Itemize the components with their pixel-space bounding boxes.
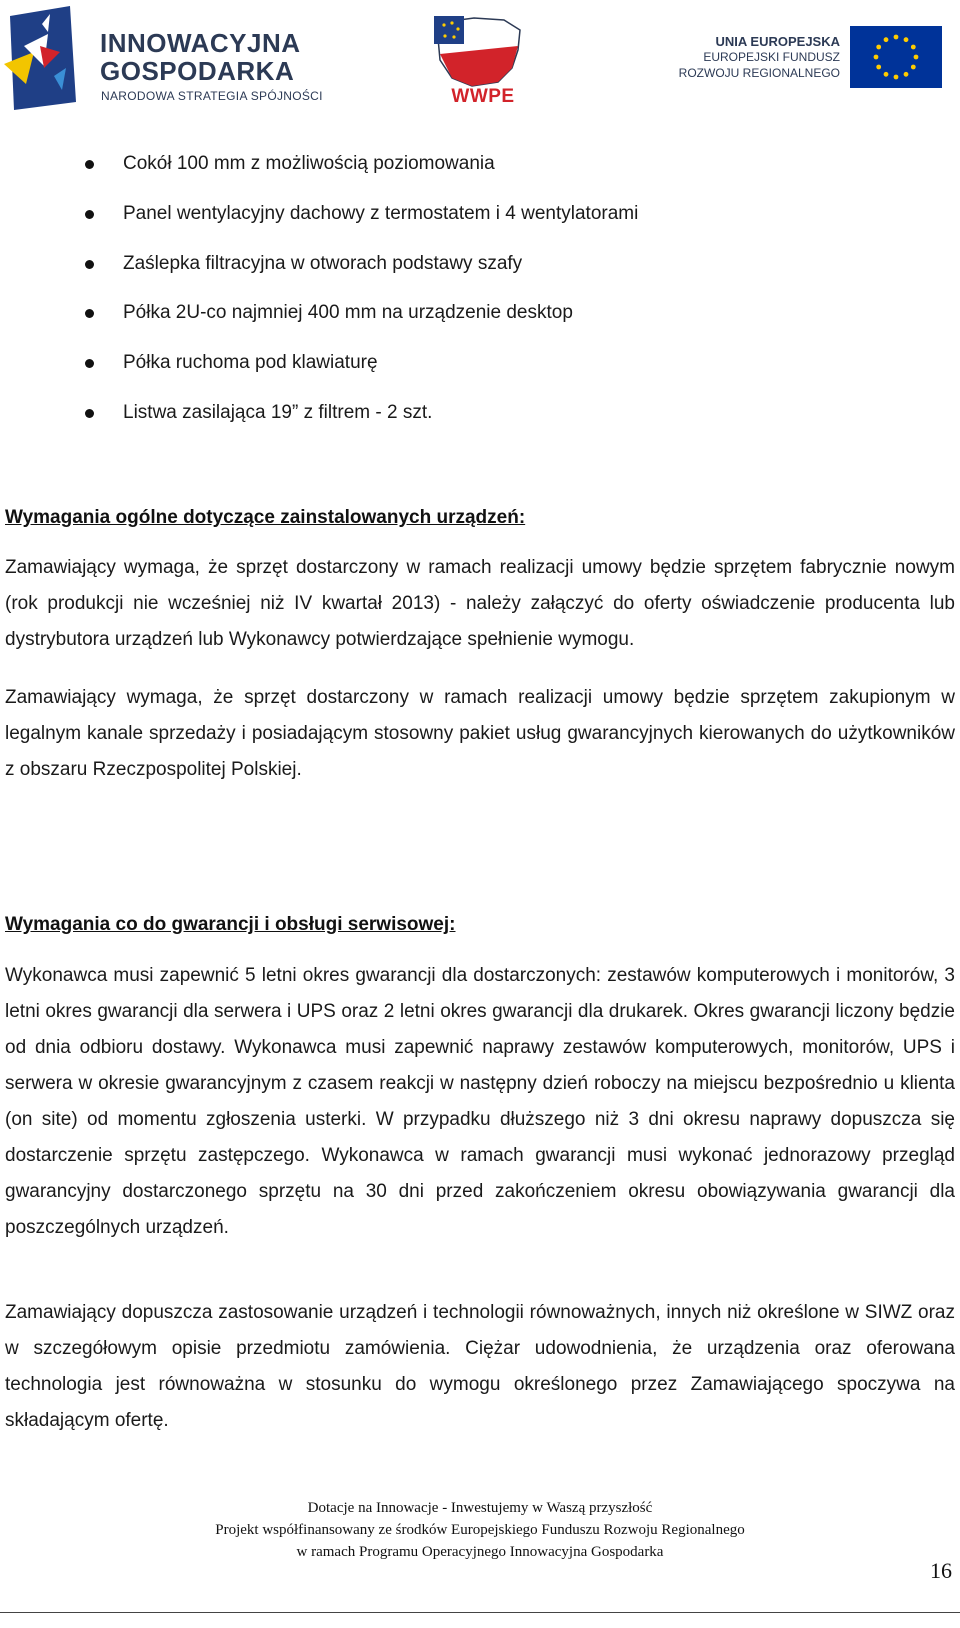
list-item-text: Półka 2U-co najmniej 400 mm na urządzenie desktop: [123, 302, 573, 323]
page-number: 16: [930, 1558, 952, 1583]
logo-ig-line1: INNOWACYJNA: [100, 28, 301, 58]
paragraph-warranty-2: Zamawiający dopuszcza zastosowanie urządzeń i technologii równoważnych, innych niż określone w SIWZ oraz w szczegółowym opisie przedmiotu zamówienia. Ciężar udowodnienia, że urządzenia oraz oferowana technologia jest równoważna w stosunku do wymogu określonego przez Zamawiającego spoczywa na składającym ofertę.: [5, 1302, 955, 1431]
list-item: [0, 246, 960, 286]
logo-ue-line3: ROZWOJU REGIONALNEGO: [678, 66, 840, 80]
logo-ue-line2: EUROPEJSKI FUNDUSZ: [703, 50, 840, 64]
wwpe-logo-text: WWPE: [451, 86, 515, 107]
eu-flag-icon: [850, 26, 942, 88]
bullet-icon: [85, 160, 94, 169]
bullet-icon: [85, 309, 94, 318]
wwpe-logo: [434, 16, 526, 110]
list-item-text: Zaślepka filtracyjna w otworach podstawy szafy: [123, 253, 523, 274]
list-item-text: Półka ruchoma pod klawiaturę: [123, 352, 378, 373]
innowacyjna-gospodarka-logo: [4, 6, 334, 110]
paragraph-general-requirements-2: Zamawiający wymaga, że sprzęt dostarczony w ramach realizacji umowy będzie sprzętem zakupionym w legalnym kanale sprzedaży i posiadającym stosowny pakiet usług gwarancyjnych kierowanych do użytkowników z obszaru Rzeczpospolitej Polskiej.: [5, 687, 955, 780]
section-heading-warranty: Wymagania co do gwarancji i obsługi serwisowej:: [5, 914, 456, 935]
paragraph-warranty-1: Wykonawca musi zapewnić 5 letni okres gwarancji dla dostarczonych: zestawów komputerowych i monitorów, 3 letni okres gwarancji dla serwera i UPS oraz 2 letni okres gwarancji dla drukarek. Okres gwarancji liczony będzie od dnia odbioru dostawy. Wykonawca musi zapewnić naprawy zestawów komputerowych, monitorów, UPS i serwera w okresie gwarancyjnym z czasem reakcji w następny dzień roboczy na miejscu bezpośrednio u klienta (on site) od momentu zgłoszenia usterki. W przypadku dłuższego niż 3 dni okresu naprawy dopuszcza się dostarczenie sprzętu zastępczego. Wykonawca w ramach gwarancji musi wykonać jednorazowy przegląd gwarancyjny dostarczonego sprzętu na 30 dni przed zakończeniem okresu obowiązywania gwarancji dla poszczególnych urządzeń.: [5, 965, 955, 1238]
logo-ue-line1: UNIA EUROPEJSKA: [715, 34, 840, 49]
list-item: [0, 395, 960, 435]
bullet-icon: [85, 409, 94, 418]
bullet-icon: [85, 359, 94, 368]
innowacyjna-gospodarka-emblem-icon: [4, 6, 96, 110]
list-item: [0, 146, 960, 186]
page-footer: [0, 1497, 960, 1563]
bullet-icon: [85, 210, 94, 219]
list-item: [0, 295, 960, 335]
list-item: [0, 196, 960, 236]
section-heading-general-requirements: Wymagania ogólne dotyczące zainstalowanych urządzeń:: [5, 507, 526, 528]
paragraph-general-requirements-1: Zamawiający wymaga, że sprzęt dostarczony w ramach realizacji umowy będzie sprzętem fabrycznie nowym (rok produkcji nie wcześniej niż IV kwartał 2013) - należy załączyć do oferty oświadczenie producenta lub dystrybutora urządzeń lub Wykonawcy potwierdzające spełnienie wymogu.: [5, 557, 955, 650]
logo-ig-line2: GOSPODARKA: [100, 56, 295, 86]
bullet-icon: [85, 260, 94, 269]
footer-divider: [0, 1612, 960, 1613]
footer-line3: w ramach Programu Operacyjnego Innowacyjna Gospodarka: [296, 1544, 664, 1560]
list-item: [0, 345, 960, 385]
poland-map-icon: [434, 16, 526, 88]
footer-line2: Projekt współfinansowany ze środków Europejskiego Funduszu Rozwoju Regionalnego: [215, 1522, 745, 1538]
list-item-text: Cokół 100 mm z możliwością poziomowania: [123, 153, 495, 174]
unia-europejska-logo: [680, 26, 960, 96]
page-header: [0, 0, 960, 115]
footer-line1: Dotacje na Innowacje - Inwestujemy w Waszą przyszłość: [307, 1500, 653, 1516]
list-item-text: Listwa zasilająca 19” z filtrem - 2 szt.: [123, 402, 433, 423]
logo-ig-line3: NARODOWA STRATEGIA SPÓJNOŚCI: [101, 89, 323, 103]
list-item-text: Panel wentylacyjny dachowy z termostatem i 4 wentylatorami: [123, 203, 639, 224]
